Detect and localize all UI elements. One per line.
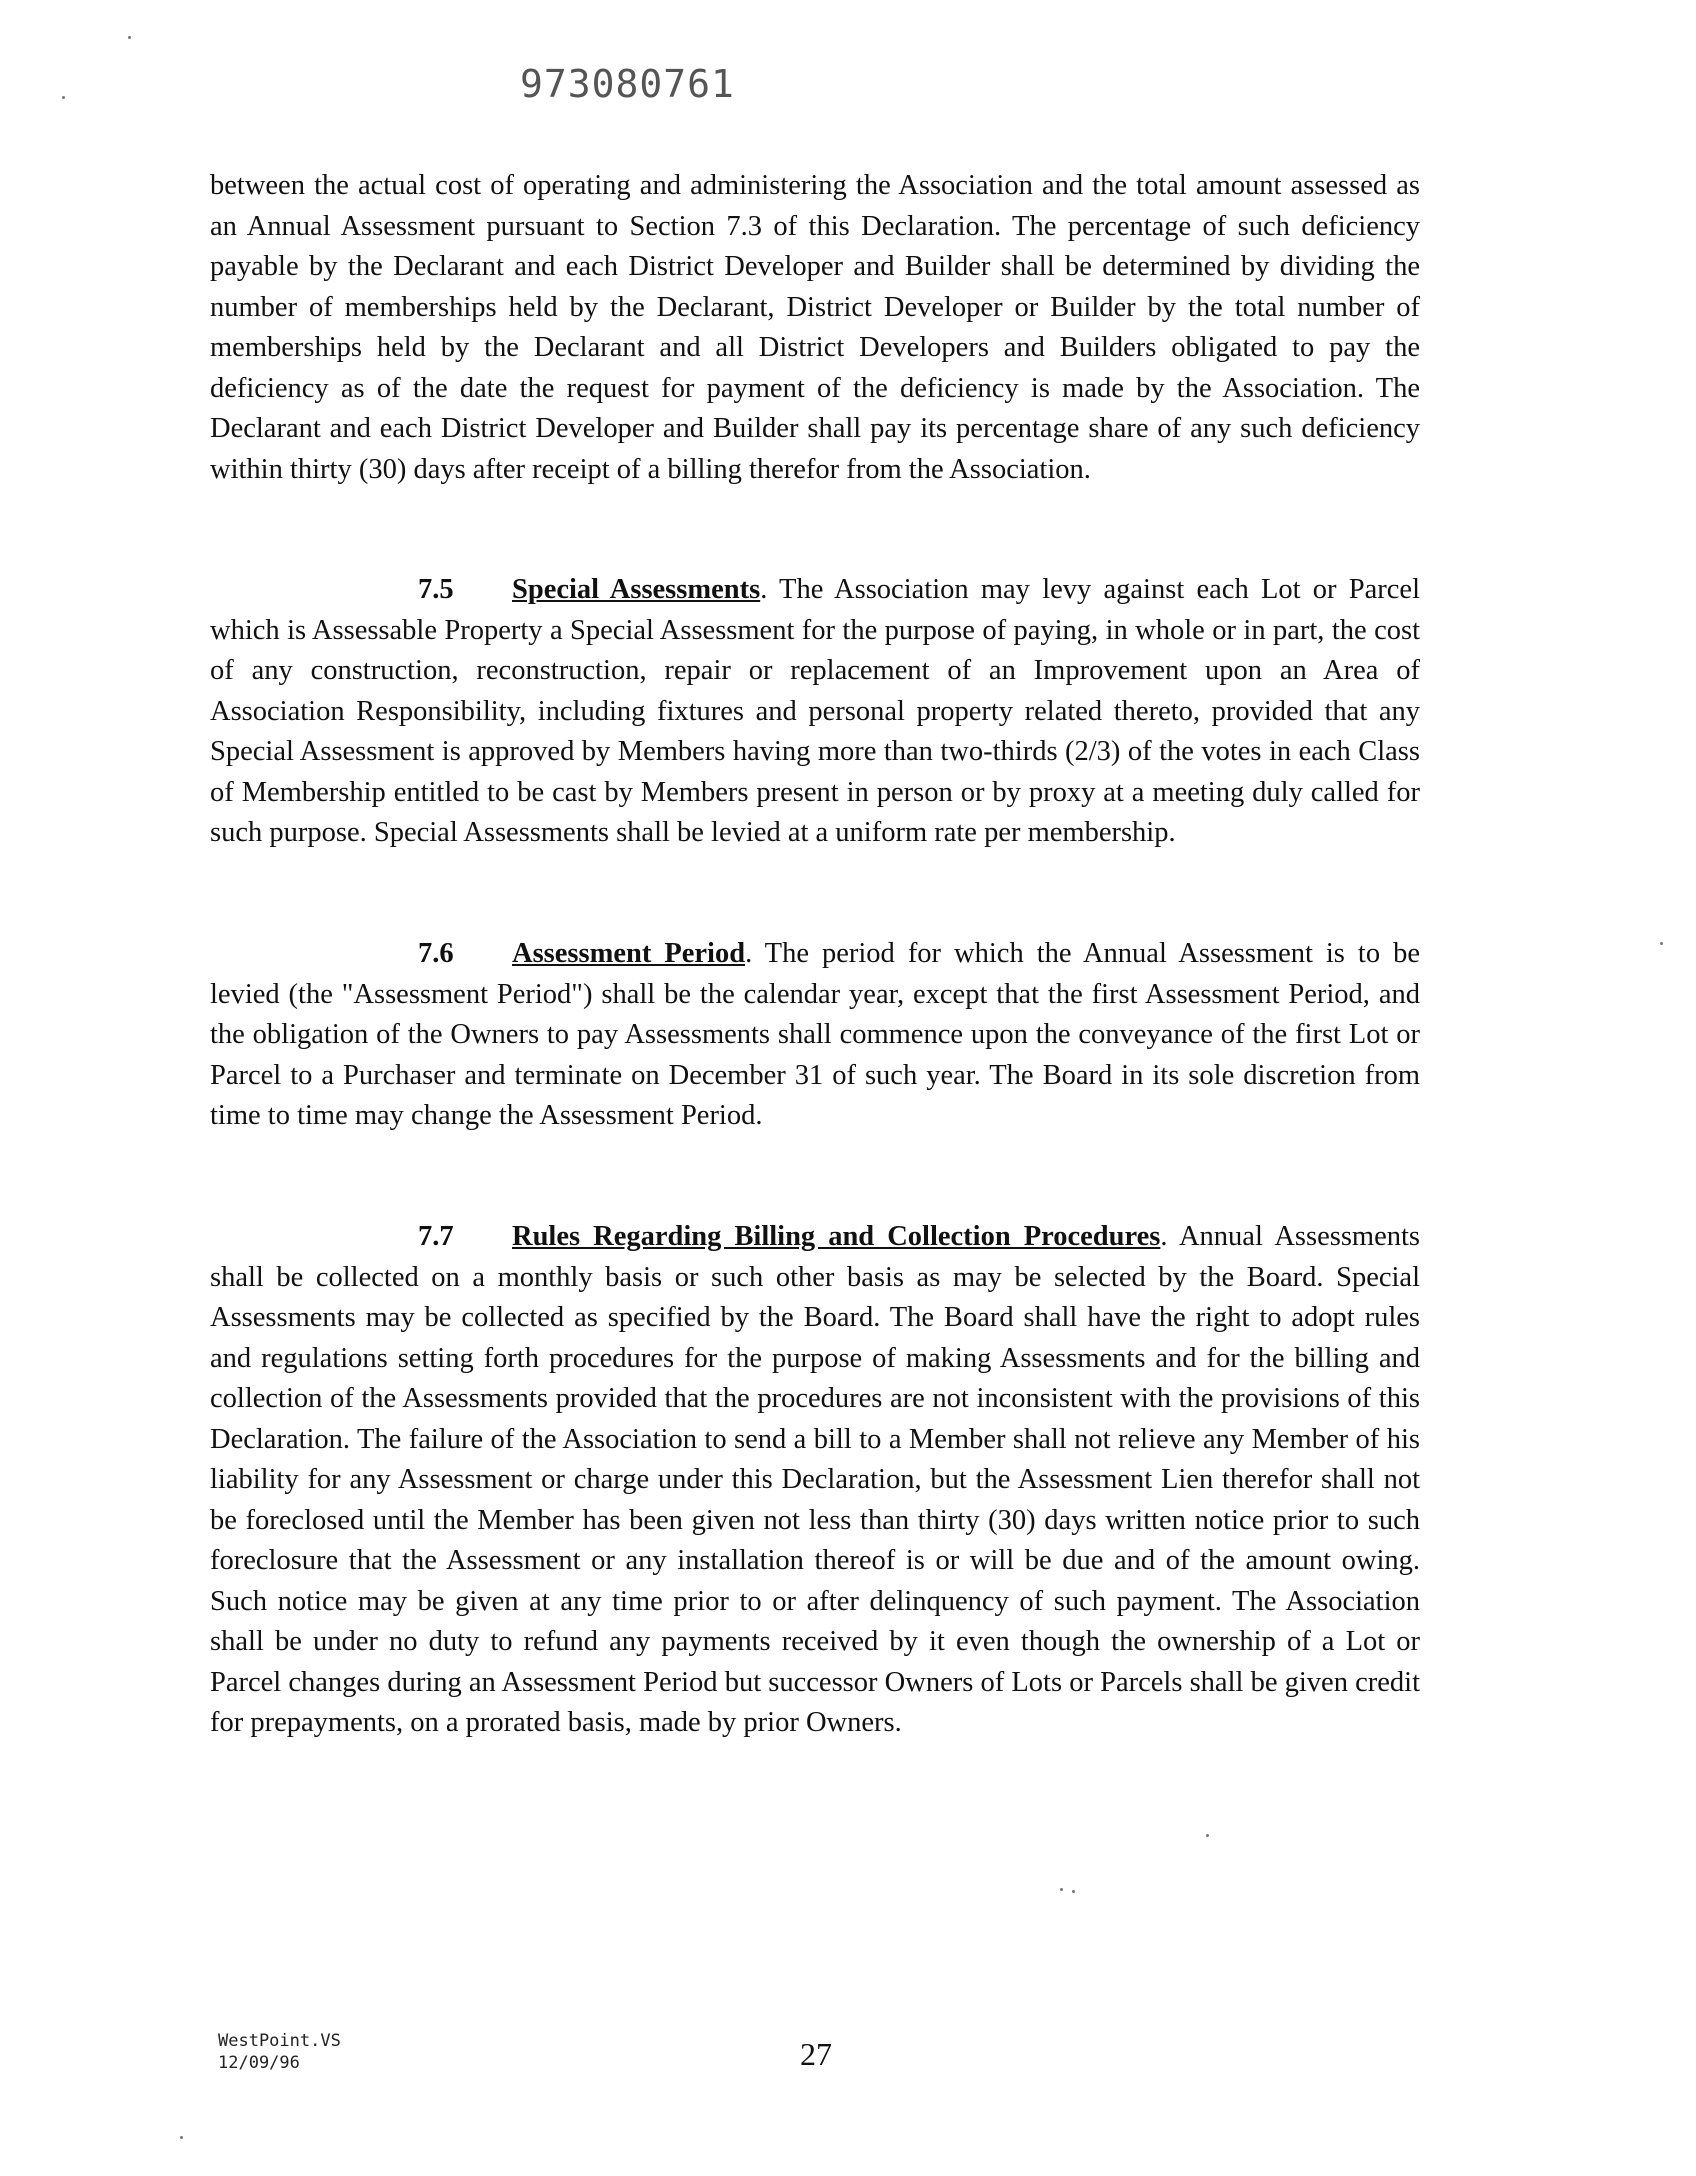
paragraph-text: between the actual cost of operating and administering the Association and the total amount assessed as an Annual Assessment pursuant to Section 7.3 of this Declaration. The percentage of such deficiency payable by the Declarant and each District Developer and Builder shall be determined by dividing the number of memberships held by the Declarant, District Developer or Builder by the total number of memberships held by the Declarant and all District Developers and Builders obligated to pay the deficiency as of the date the request for payment of the deficiency is made by the Association. The Declarant and each District Developer and Builder shall pay its percentage share of any such deficiency within thirty (30) days after receipt of a billing therefor from the Association. bbox=[210, 170, 1420, 485]
footer-file-info bbox=[218, 2030, 341, 2074]
scan-speck bbox=[1206, 1834, 1209, 1837]
paragraph-continuation bbox=[210, 166, 1420, 490]
footer-file-name: WestPoint.VS bbox=[218, 2031, 341, 2051]
section-heading: Assessment Period bbox=[512, 938, 746, 969]
section-7-5 bbox=[210, 570, 1420, 854]
section-text: . Annual Assessments shall be collected on a monthly basis or such other basis as may be selected by the Board. Special Assessments may be collected as specified by the Board. The Board shall have the right to adopt rules and regulations setting forth procedures for the purpose of making Assessments and for the billing and collection of the Assessments provided that the procedures are not inconsistent with the provisions of this Declaration. The failure of the Association to send a bill to a Member shall not relieve any Member of his liability for any Assessment or charge under this Declaration, but the Assessment Lien therefor shall not be foreclosed until the Member has been given not less than thirty (30) days written notice prior to such foreclosure that the Assessment or any installation thereof is or will be due and of the amount owing. Such notice may be given at any time prior to or after delinquency of such payment. The Association shall be under no duty to refund any payments received by it even though the ownership of a Lot or Parcel changes during an Assessment Period but successor Owners of Lots or Parcels shall be given credit for prepayments, on a prorated basis, made by prior Owners. bbox=[210, 1221, 1420, 1738]
section-number: 7.5 bbox=[418, 574, 454, 605]
section-heading: Special Assessments bbox=[512, 574, 761, 605]
section-heading: Rules Regarding Billing and Collection Procedures bbox=[512, 1221, 1161, 1252]
section-number: 7.6 bbox=[418, 938, 454, 969]
scan-speck bbox=[1060, 1888, 1063, 1891]
section-7-7 bbox=[210, 1217, 1420, 1744]
document-number: 973080761 bbox=[520, 62, 735, 106]
section-7-6 bbox=[210, 934, 1420, 1137]
section-number: 7.7 bbox=[418, 1221, 454, 1252]
scan-speck bbox=[1660, 942, 1663, 945]
section-text: . The Association may levy against each Lot or Parcel which is Assessable Property a Special Assessment for the purpose of paying, in whole or in part, the cost of any construction, reconstruction, repair or replacement of an Improvement upon an Area of Association Responsibility, including fixtures and personal property related thereto, provided that any Special Assessment is approved by Members having more than two-thirds (2/3) of the votes in each Class of Membership entitled to be cast by Members present in person or by proxy at a meeting duly called for such purpose. Special Assessments shall be levied at a uniform rate per membership. bbox=[210, 574, 1420, 848]
scan-speck bbox=[62, 96, 65, 99]
scan-speck bbox=[128, 36, 131, 39]
section-text: . The period for which the Annual Assessment is to be levied (the "Assessment Period") shall be the calendar year, except that the first Assessment Period, and the obligation of the Owners to pay Assessments shall commence upon the conveyance of the first Lot or Parcel to a Purchaser and terminate on December 31 of such year. The Board in its sole discretion from time to time may change the Assessment Period. bbox=[210, 938, 1420, 1131]
page-number: 27 bbox=[800, 2036, 832, 2072]
scan-speck bbox=[180, 2136, 183, 2139]
footer-date: 12/09/96 bbox=[218, 2053, 300, 2073]
scan-speck bbox=[1072, 1890, 1075, 1893]
